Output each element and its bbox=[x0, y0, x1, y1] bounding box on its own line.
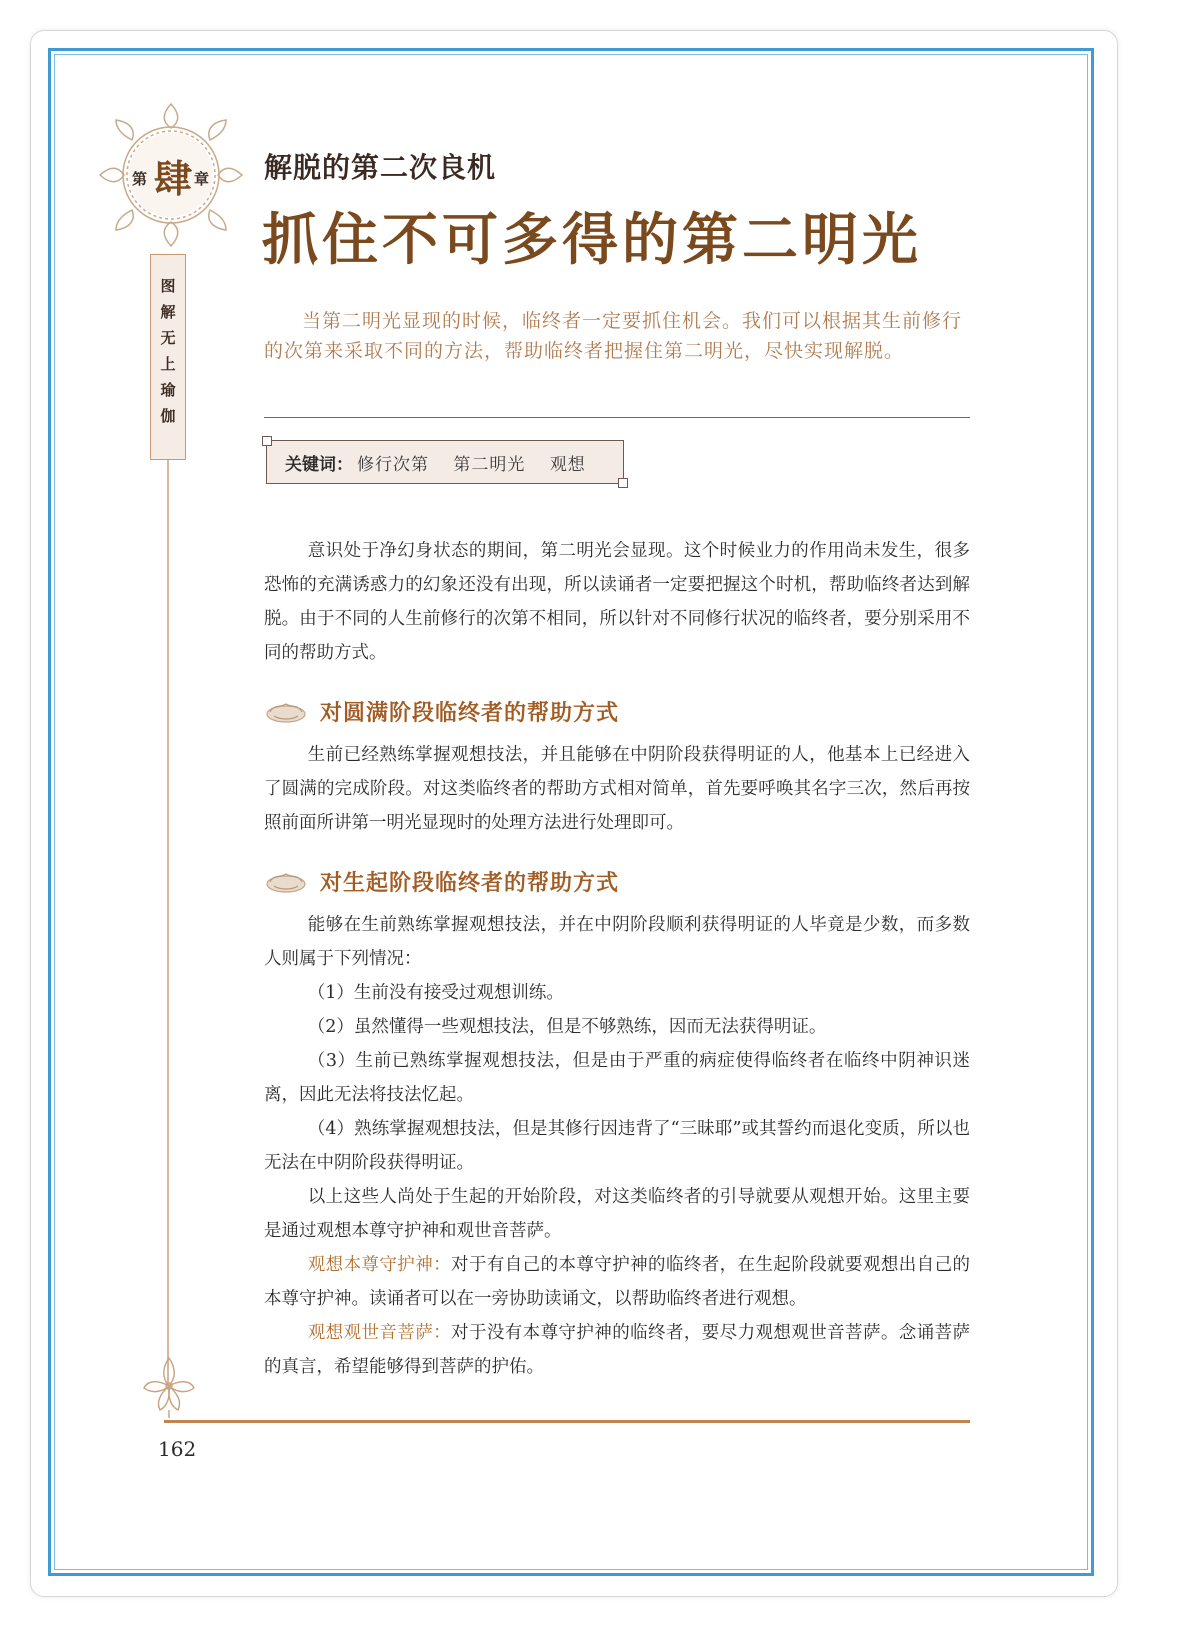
chapter-title: 抓住不可多得的第二明光 bbox=[262, 207, 922, 273]
side-tab-char: 解 bbox=[160, 303, 176, 321]
section-1-paragraph: 生前已经熟练掌握观想技法，并且能够在中阴阶段获得明证的人，他基本上已经进入了圆满的完成阶段。对这类临终者的帮助方式相对简单，首先要呼唤其名字三次，然后再按照前面所讲第一明光显现时的处理方法进行处理即可。 bbox=[264, 745, 970, 833]
keyword-item: 第二明光 bbox=[453, 454, 526, 475]
side-tab-char: 瑜 bbox=[160, 381, 176, 399]
side-tab-char: 图 bbox=[160, 277, 176, 295]
list-item: （2）虽然懂得一些观想技法，但是不够熟练，因而无法获得明证。 bbox=[307, 1017, 827, 1037]
cloud-ornament-icon bbox=[264, 868, 308, 896]
book-title-side-tab bbox=[150, 254, 186, 460]
keywords-box bbox=[266, 440, 624, 484]
list-item: （1）生前没有接受过观想训练。 bbox=[307, 983, 564, 1003]
page-number: 162 bbox=[158, 1437, 197, 1461]
section-heading-2 bbox=[264, 866, 619, 897]
visualize-avalokiteshvara-text: 对于没有本尊守护神的临终者，要尽力观想观世音菩萨。念诵菩萨的真言，希望能够得到菩萨的护佑。 bbox=[264, 1323, 971, 1377]
lotus-ornament-icon bbox=[138, 1350, 200, 1420]
keywords-label: 关键词 bbox=[285, 454, 336, 475]
visualize-avalokiteshvara-paragraph bbox=[264, 1316, 970, 1384]
chapter-suffix: 章 bbox=[194, 170, 210, 188]
section-heading-text: 对圆满阶段临终者的帮助方式 bbox=[320, 701, 620, 726]
body-paragraph-1: 意识处于净幻身状态的期间，第二明光会显现。这个时候业力的作用尚未发生，很多恐怖的充满诱惑力的幻象还没有出现，所以读诵者一定要把握这个时机，帮助临终者达到解脱。由于不同的人生前修行的次第不相同，所以针对不同修行状况的临终者，要分别采用不同的帮助方式。 bbox=[264, 541, 970, 663]
side-tab-char: 无 bbox=[160, 329, 176, 347]
section-heading-1 bbox=[264, 696, 619, 727]
side-tab-char: 上 bbox=[160, 355, 176, 373]
footer-rule bbox=[164, 1420, 970, 1423]
list-item: （4）熟练掌握观想技法，但是其修行因违背了“三昧耶”或其誓约而退化变质，所以也无法在中阴阶段获得明证。 bbox=[264, 1119, 970, 1173]
section-heading-text: 对生起阶段临终者的帮助方式 bbox=[320, 871, 620, 896]
visualize-deity-paragraph bbox=[264, 1248, 970, 1316]
section-2-intro: 能够在生前熟练掌握观想技法，并在中阴阶段顺利获得明证的人毕竟是少数，而多数人则属于下列情况： bbox=[264, 915, 970, 969]
chapter-emblem bbox=[96, 100, 246, 250]
chapter-prefix: 第 bbox=[132, 170, 148, 188]
section-2-summary: 以上这些人尚处于生起的开始阶段，对这类临终者的引导就要从观想开始。这里主要是通过观想本尊守护神和观世音菩萨。 bbox=[264, 1187, 970, 1241]
side-tab-char: 伽 bbox=[160, 407, 176, 425]
margin-vertical-line bbox=[167, 460, 169, 1385]
visualize-deity-label: 观想本尊守护神： bbox=[307, 1255, 452, 1275]
keywords-list bbox=[357, 450, 604, 475]
cloud-ornament-icon bbox=[264, 698, 308, 726]
intro-paragraph: 当第二明光显现的时候，临终者一定要抓住机会。我们可以根据其生前修行的次第来采取不同的方法，帮助临终者把握住第二明光，尽快实现解脱。 bbox=[264, 310, 963, 362]
visualize-avalokiteshvara-label: 观想观世音菩萨： bbox=[307, 1323, 452, 1343]
list-item: （3）生前已熟练掌握观想技法，但是由于严重的病症使得临终者在临终中阴神识迷离，因此无法将技法忆起。 bbox=[264, 1051, 970, 1105]
chapter-subtitle: 解脱的第二次良机 bbox=[264, 151, 497, 184]
keyword-item: 观想 bbox=[549, 454, 586, 475]
keyword-item: 修行次第 bbox=[357, 454, 429, 475]
chapter-numeral: 肆 bbox=[154, 156, 193, 201]
section-2-body bbox=[264, 908, 970, 1384]
keywords-separator: ： bbox=[336, 454, 353, 475]
visualize-deity-text: 对于有自己的本尊守护神的临终者，在生起阶段就要观想出自己的本尊守护神。读诵者可以在一旁协助读诵文，以帮助临终者进行观想。 bbox=[264, 1255, 971, 1309]
intro-divider bbox=[264, 417, 970, 418]
